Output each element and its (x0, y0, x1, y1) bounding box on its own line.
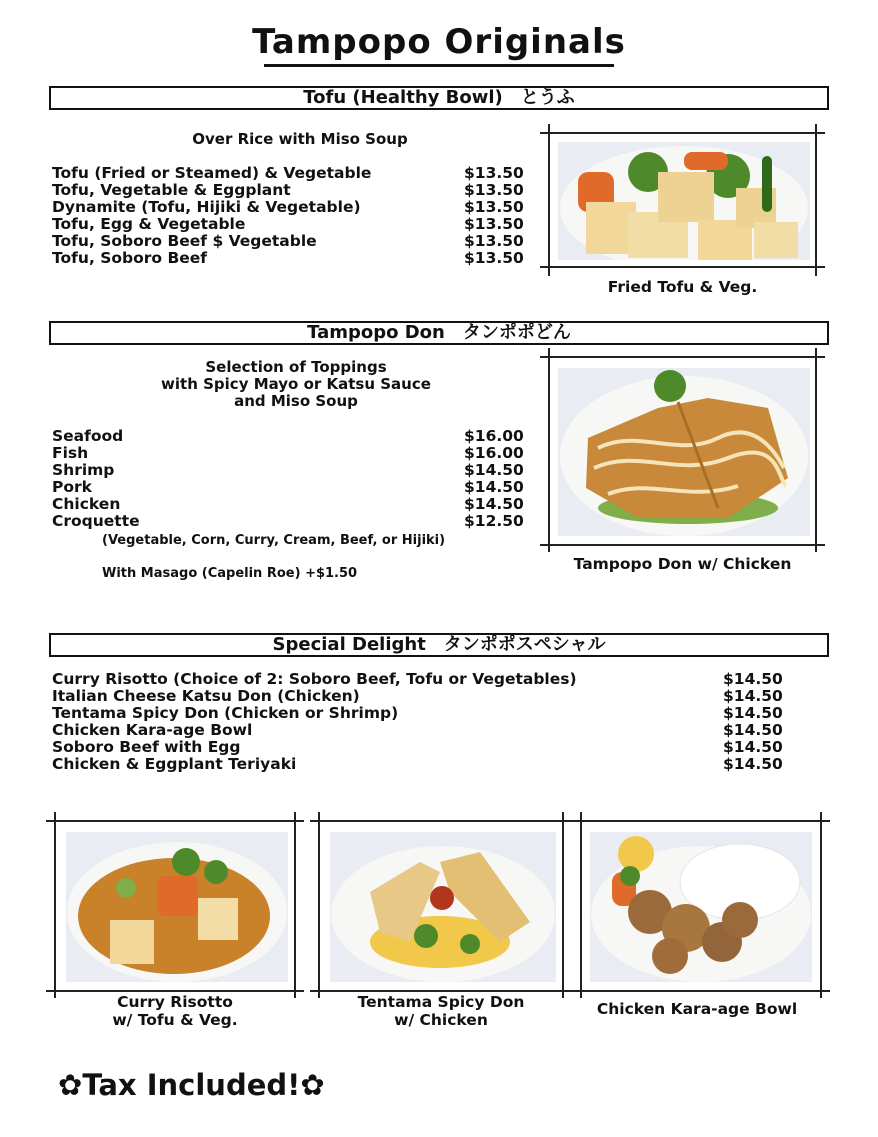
menu-item-price: $13.50 (464, 215, 524, 233)
menu-item-name: Chicken (52, 495, 121, 513)
menu-item-price: $14.50 (723, 738, 783, 756)
menu-item-price: $13.50 (464, 181, 524, 199)
menu-item-name: Chicken Kara-age Bowl (52, 721, 253, 739)
tampopo-subtitle-line2: with Spicy Mayo or Katsu Sauce (161, 375, 431, 393)
croquette-options-note: (Vegetable, Corn, Curry, Cream, Beef, or Hijiki) (102, 533, 446, 548)
masago-addon-note: With Masago (Capelin Roe) +$1.50 (102, 566, 358, 581)
menu-title: Tampopo Originals (252, 22, 626, 62)
menu-item-price: $13.50 (464, 198, 524, 216)
menu-item-name: Chicken & Eggplant Teriyaki (52, 755, 297, 773)
photo-frame-kara-age-bowl (572, 812, 830, 998)
menu-item-price: $14.50 (723, 721, 783, 739)
menu-item-name: Soboro Beef with Egg (52, 738, 241, 756)
menu-item-price: $16.00 (464, 444, 524, 462)
photo-frame-tentama-spicy-don (310, 812, 572, 998)
photo-caption-tampopo-don: Tampopo Don w/ Chicken (573, 555, 792, 573)
tax-included-notice (58, 1068, 325, 1102)
flower-icon: ✿ (58, 1068, 83, 1102)
menu-item-name: Tentama Spicy Don (Chicken or Shrimp) (52, 704, 399, 722)
menu-item-name: Croquette (52, 512, 140, 530)
menu-item-price: $14.50 (464, 478, 524, 496)
photo-caption-fried-tofu: Fried Tofu & Veg. (607, 278, 758, 296)
photo-frame-fried-tofu (540, 124, 825, 276)
menu-item-price: $16.00 (464, 427, 524, 445)
fried-tofu-photo (558, 142, 810, 260)
tampopo-subtitle-line3: and Miso Soup (234, 392, 358, 410)
section-heading-tampopo-don: Tampopo Don タンポポどん (49, 321, 829, 345)
menu-item-price: $14.50 (464, 461, 524, 479)
menu-item-name: Tofu, Soboro Beef (52, 249, 208, 267)
menu-item-name: Dynamite (Tofu, Hijiki & Vegetable) (52, 198, 361, 216)
menu-item-name: Tofu, Egg & Vegetable (52, 215, 246, 233)
menu-item-name: Tofu (Fried or Steamed) & Vegetable (52, 164, 372, 182)
tax-included-text: Tax Included! (82, 1068, 301, 1102)
caption-line1: Chicken Kara-age Bowl (596, 1000, 798, 1018)
tampopo-subtitle-line1: Selection of Toppings (205, 358, 387, 376)
menu-item-name: Curry Risotto (Choice of 2: Soboro Beef, Tofu or Vegetables) (52, 670, 577, 688)
section-heading-special-delight: Special Delight タンポポスペシャル (49, 633, 829, 657)
section-heading-tofu: Tofu (Healthy Bowl) とうふ (49, 86, 829, 110)
curry-risotto-photo (66, 832, 288, 982)
menu-item-price: $13.50 (464, 232, 524, 250)
menu-item-name: Tofu, Soboro Beef $ Vegetable (52, 232, 317, 250)
menu-item-name: Fish (52, 444, 89, 462)
menu-item-name: Italian Cheese Katsu Don (Chicken) (52, 687, 360, 705)
menu-item-name: Pork (52, 478, 92, 496)
menu-item-price: $14.50 (723, 687, 783, 705)
kara-age-bowl-photo (590, 832, 812, 982)
caption-line2: w/ Tofu & Veg. (112, 1011, 238, 1029)
tofu-subtitle: Over Rice with Miso Soup (192, 130, 408, 148)
photo-caption-tentama-spicy-don (310, 993, 572, 1029)
caption-line2: w/ Chicken (394, 1011, 488, 1029)
menu-item-price: $14.50 (723, 670, 783, 688)
title-underline (264, 64, 614, 67)
flower-icon: ✿ (300, 1068, 325, 1102)
menu-item-price: $12.50 (464, 512, 524, 530)
tentama-spicy-don-photo (330, 832, 556, 982)
menu-item-price: $13.50 (464, 164, 524, 182)
tampopo-don-photo (558, 368, 810, 536)
menu-item-price: $13.50 (464, 249, 524, 267)
menu-item-name: Tofu, Vegetable & Eggplant (52, 181, 291, 199)
photo-frame-tampopo-don (540, 348, 825, 552)
caption-line1: Curry Risotto (117, 993, 233, 1011)
photo-caption-kara-age-bowl (572, 1000, 822, 1018)
photo-caption-curry-risotto (46, 993, 304, 1029)
menu-item-price: $14.50 (723, 704, 783, 722)
menu-item-price: $14.50 (723, 755, 783, 773)
menu-item-price: $14.50 (464, 495, 524, 513)
photo-frame-curry-risotto (46, 812, 304, 998)
menu-item-name: Seafood (52, 427, 124, 445)
menu-item-name: Shrimp (52, 461, 115, 479)
caption-line1: Tentama Spicy Don (357, 993, 525, 1011)
